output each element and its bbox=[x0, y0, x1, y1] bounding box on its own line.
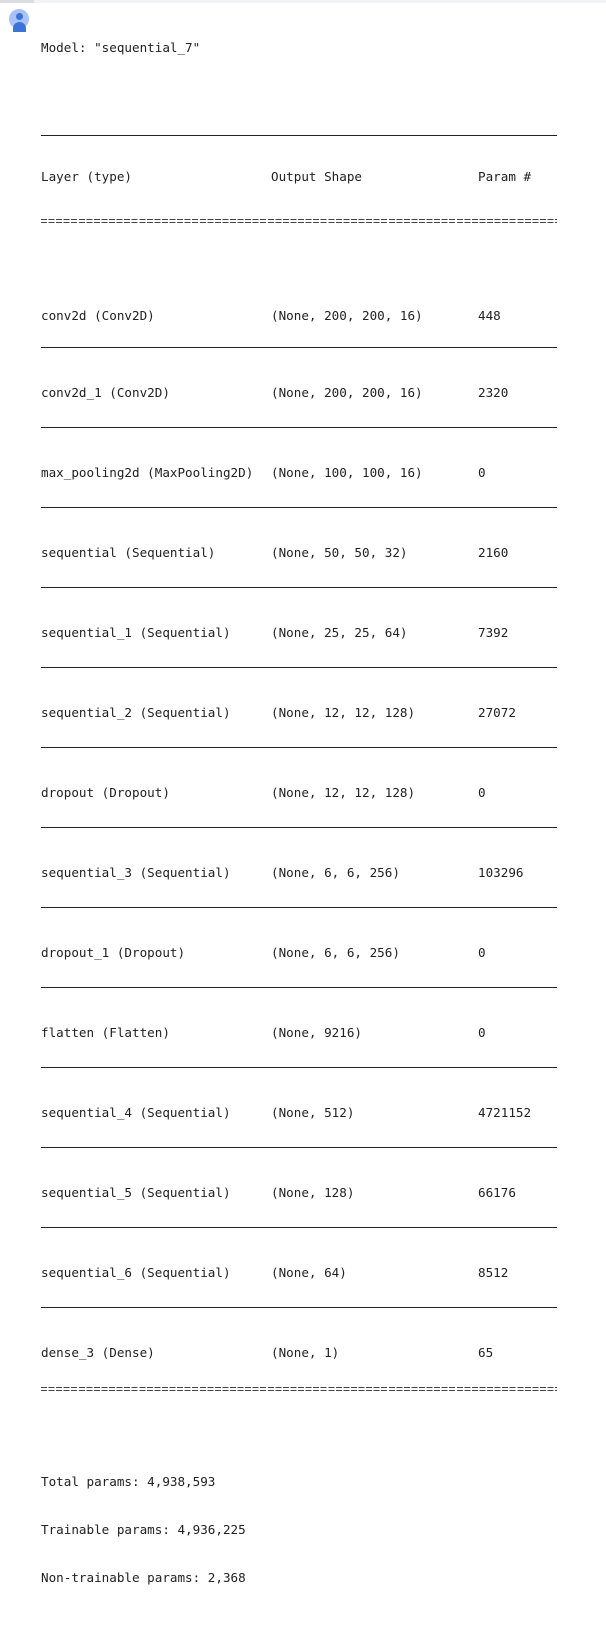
row-separator bbox=[41, 747, 557, 748]
param-count: 27072 bbox=[478, 705, 516, 720]
layer-name: conv2d_1 (Conv2D) bbox=[41, 385, 170, 400]
layer-name: conv2d (Conv2D) bbox=[41, 308, 155, 323]
cell-top-border bbox=[0, 0, 606, 3]
user-avatar-icon bbox=[9, 9, 29, 29]
header-layer: Layer (type) bbox=[41, 169, 132, 184]
table-row bbox=[41, 940, 561, 971]
row-separator bbox=[41, 1147, 557, 1148]
output-shape: (None, 12, 12, 128) bbox=[271, 785, 416, 800]
output-shape: (None, 50, 50, 32) bbox=[271, 545, 408, 560]
param-count: 7392 bbox=[478, 625, 509, 640]
param-count: 2320 bbox=[478, 385, 509, 400]
header-top-rule bbox=[41, 135, 557, 136]
output-shape: (None, 25, 25, 64) bbox=[271, 625, 408, 640]
model-summary-output bbox=[41, 8, 561, 1634]
table-row bbox=[41, 1180, 561, 1211]
output-shape: (None, 6, 6, 256) bbox=[271, 945, 400, 960]
cell-gutter-edge bbox=[0, 0, 34, 3]
param-count: 103296 bbox=[478, 865, 524, 880]
param-count: 4721152 bbox=[478, 1105, 532, 1120]
layer-name: sequential_6 (Sequential) bbox=[41, 1265, 231, 1280]
output-shape: (None, 200, 200, 16) bbox=[271, 385, 423, 400]
table-row bbox=[41, 860, 561, 891]
row-separator bbox=[41, 347, 557, 348]
output-shape: (None, 1) bbox=[271, 1345, 340, 1360]
table-row bbox=[41, 620, 561, 651]
table-row bbox=[41, 780, 561, 811]
table-row bbox=[41, 1100, 561, 1131]
layer-name: sequential_3 (Sequential) bbox=[41, 865, 231, 880]
output-shape: (None, 128) bbox=[271, 1185, 355, 1200]
param-count: 0 bbox=[478, 785, 486, 800]
row-separator bbox=[41, 507, 557, 508]
output-shape: (None, 12, 12, 128) bbox=[271, 705, 416, 720]
layer-name: sequential (Sequential) bbox=[41, 545, 216, 560]
layer-name: sequential_5 (Sequential) bbox=[41, 1185, 231, 1200]
header-shape: Output Shape bbox=[271, 169, 362, 184]
table-row bbox=[41, 540, 561, 571]
row-separator bbox=[41, 667, 557, 668]
param-count: 0 bbox=[478, 1025, 486, 1040]
layer-name: sequential_2 (Sequential) bbox=[41, 705, 231, 720]
output-shape: (None, 6, 6, 256) bbox=[271, 865, 400, 880]
row-separator bbox=[41, 907, 557, 908]
table-row bbox=[41, 304, 561, 331]
row-separator bbox=[41, 1067, 557, 1068]
layer-name: flatten (Flatten) bbox=[41, 1025, 170, 1040]
table-row bbox=[41, 1020, 561, 1051]
row-separator bbox=[41, 587, 557, 588]
footer-double-rule bbox=[41, 1387, 557, 1392]
output-shape: (None, 512) bbox=[271, 1105, 355, 1120]
output-shape: (None, 64) bbox=[271, 1265, 347, 1280]
param-count: 0 bbox=[478, 465, 486, 480]
avatar-head bbox=[16, 13, 23, 20]
layer-name: dropout_1 (Dropout) bbox=[41, 945, 186, 960]
table-row bbox=[41, 700, 561, 731]
non-trainable-params: Non-trainable params: 2,368 bbox=[41, 1570, 246, 1585]
param-count: 2160 bbox=[478, 545, 509, 560]
param-count: 0 bbox=[478, 945, 486, 960]
params-summary bbox=[41, 1442, 561, 1618]
layer-table bbox=[41, 272, 561, 1392]
row-separator bbox=[41, 1227, 557, 1228]
layer-name: max_pooling2d (MaxPooling2D) bbox=[41, 465, 254, 480]
header-double-rule bbox=[41, 219, 557, 224]
param-count: 66176 bbox=[478, 1185, 516, 1200]
table-row bbox=[41, 380, 561, 411]
table-row bbox=[41, 460, 561, 491]
param-count: 448 bbox=[478, 308, 501, 323]
param-count: 8512 bbox=[478, 1265, 509, 1280]
row-separator bbox=[41, 1307, 557, 1308]
table-row bbox=[41, 1340, 561, 1371]
table-row bbox=[41, 1260, 561, 1291]
avatar-shoulders bbox=[13, 22, 26, 32]
layer-name: dense_3 (Dense) bbox=[41, 1345, 155, 1360]
table-header bbox=[41, 168, 561, 187]
output-shape: (None, 200, 200, 16) bbox=[271, 308, 423, 323]
layer-name: dropout (Dropout) bbox=[41, 785, 170, 800]
total-params: Total params: 4,938,593 bbox=[41, 1474, 216, 1489]
output-shape: (None, 9216) bbox=[271, 1025, 362, 1040]
param-count: 65 bbox=[478, 1345, 494, 1360]
trainable-params: Trainable params: 4,936,225 bbox=[41, 1522, 246, 1537]
row-separator bbox=[41, 427, 557, 428]
layer-name: sequential_4 (Sequential) bbox=[41, 1105, 231, 1120]
output-shape: (None, 100, 100, 16) bbox=[271, 465, 423, 480]
row-separator bbox=[41, 987, 557, 988]
header-params: Param # bbox=[478, 169, 532, 184]
row-separator bbox=[41, 827, 557, 828]
model-title: Model: "sequential_7" bbox=[41, 40, 201, 55]
layer-name: sequential_1 (Sequential) bbox=[41, 625, 231, 640]
